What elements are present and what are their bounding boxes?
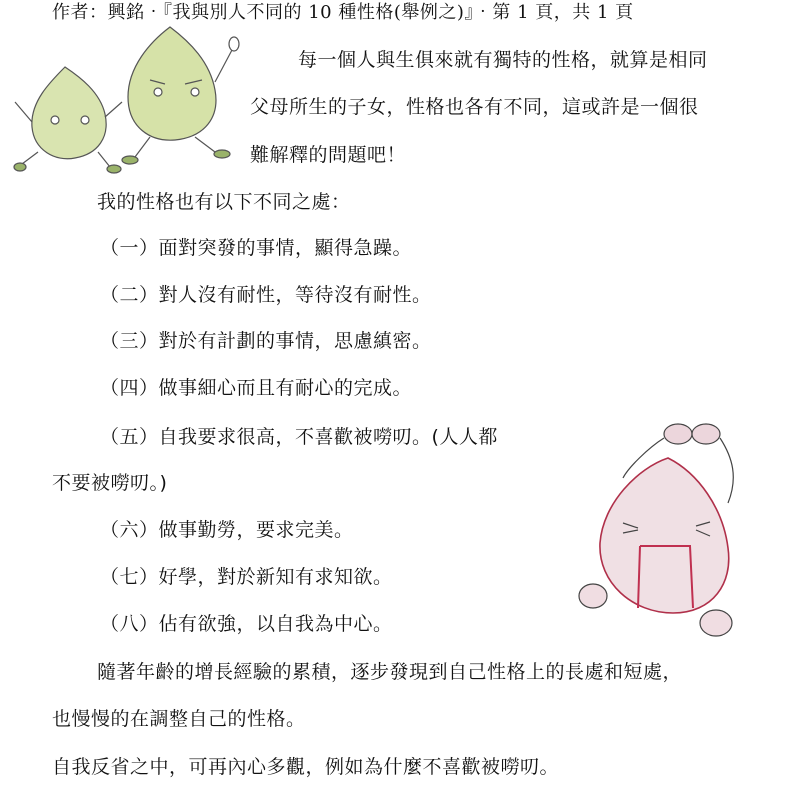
list-item-continuation: 不要被嘮叨。) [52, 472, 168, 494]
list-item: （八）佔有欲強，以自我為中心。 [100, 613, 393, 635]
list-item: （一）面對突發的事情，顯得急躁。 [100, 237, 413, 259]
intro-line-3: 難解釋的問題吧！ [250, 144, 407, 166]
list-item: （三）對於有計劃的事情，思慮縝密。 [100, 330, 432, 352]
list-item: （二）對人沒有耐性，等待沒有耐性。 [100, 284, 432, 306]
intro-line-2: 父母所生的子女，性格也各有不同，這或許是一個很 [250, 96, 699, 118]
green-character-large [122, 27, 239, 164]
list-item: （六）做事勤勞，要求完美。 [100, 519, 354, 541]
pink-character-illustration [568, 418, 748, 648]
list-item: （五）自我要求很高，不喜歡被嘮叨。(人人都 [100, 426, 498, 448]
intro-line-1: 每一個人與生俱來就有獨特的性格，就算是相同 [298, 49, 708, 71]
closing-line-1: 隨著年齡的增長經驗的累積，逐步發現到自己性格上的長處和短處， [97, 661, 683, 683]
closing-line-2: 也慢慢的在調整自己的性格。 [52, 708, 306, 730]
document-header: 作者：興銘‧『我與別人不同的 10 種性格(舉例之)』‧第 1 頁，共 1 頁 [52, 2, 634, 23]
list-item: （七）好學，對於新知有求知欲。 [100, 566, 393, 588]
lead-text: 我的性格也有以下不同之處： [97, 191, 351, 213]
list-item: （四）做事細心而且有耐心的完成。 [100, 377, 413, 399]
green-characters-illustration [10, 22, 260, 182]
green-character-small [14, 67, 122, 173]
closing-line-3: 自我反省之中，可再內心多觀，例如為什麼不喜歡被嘮叨。 [52, 756, 560, 778]
